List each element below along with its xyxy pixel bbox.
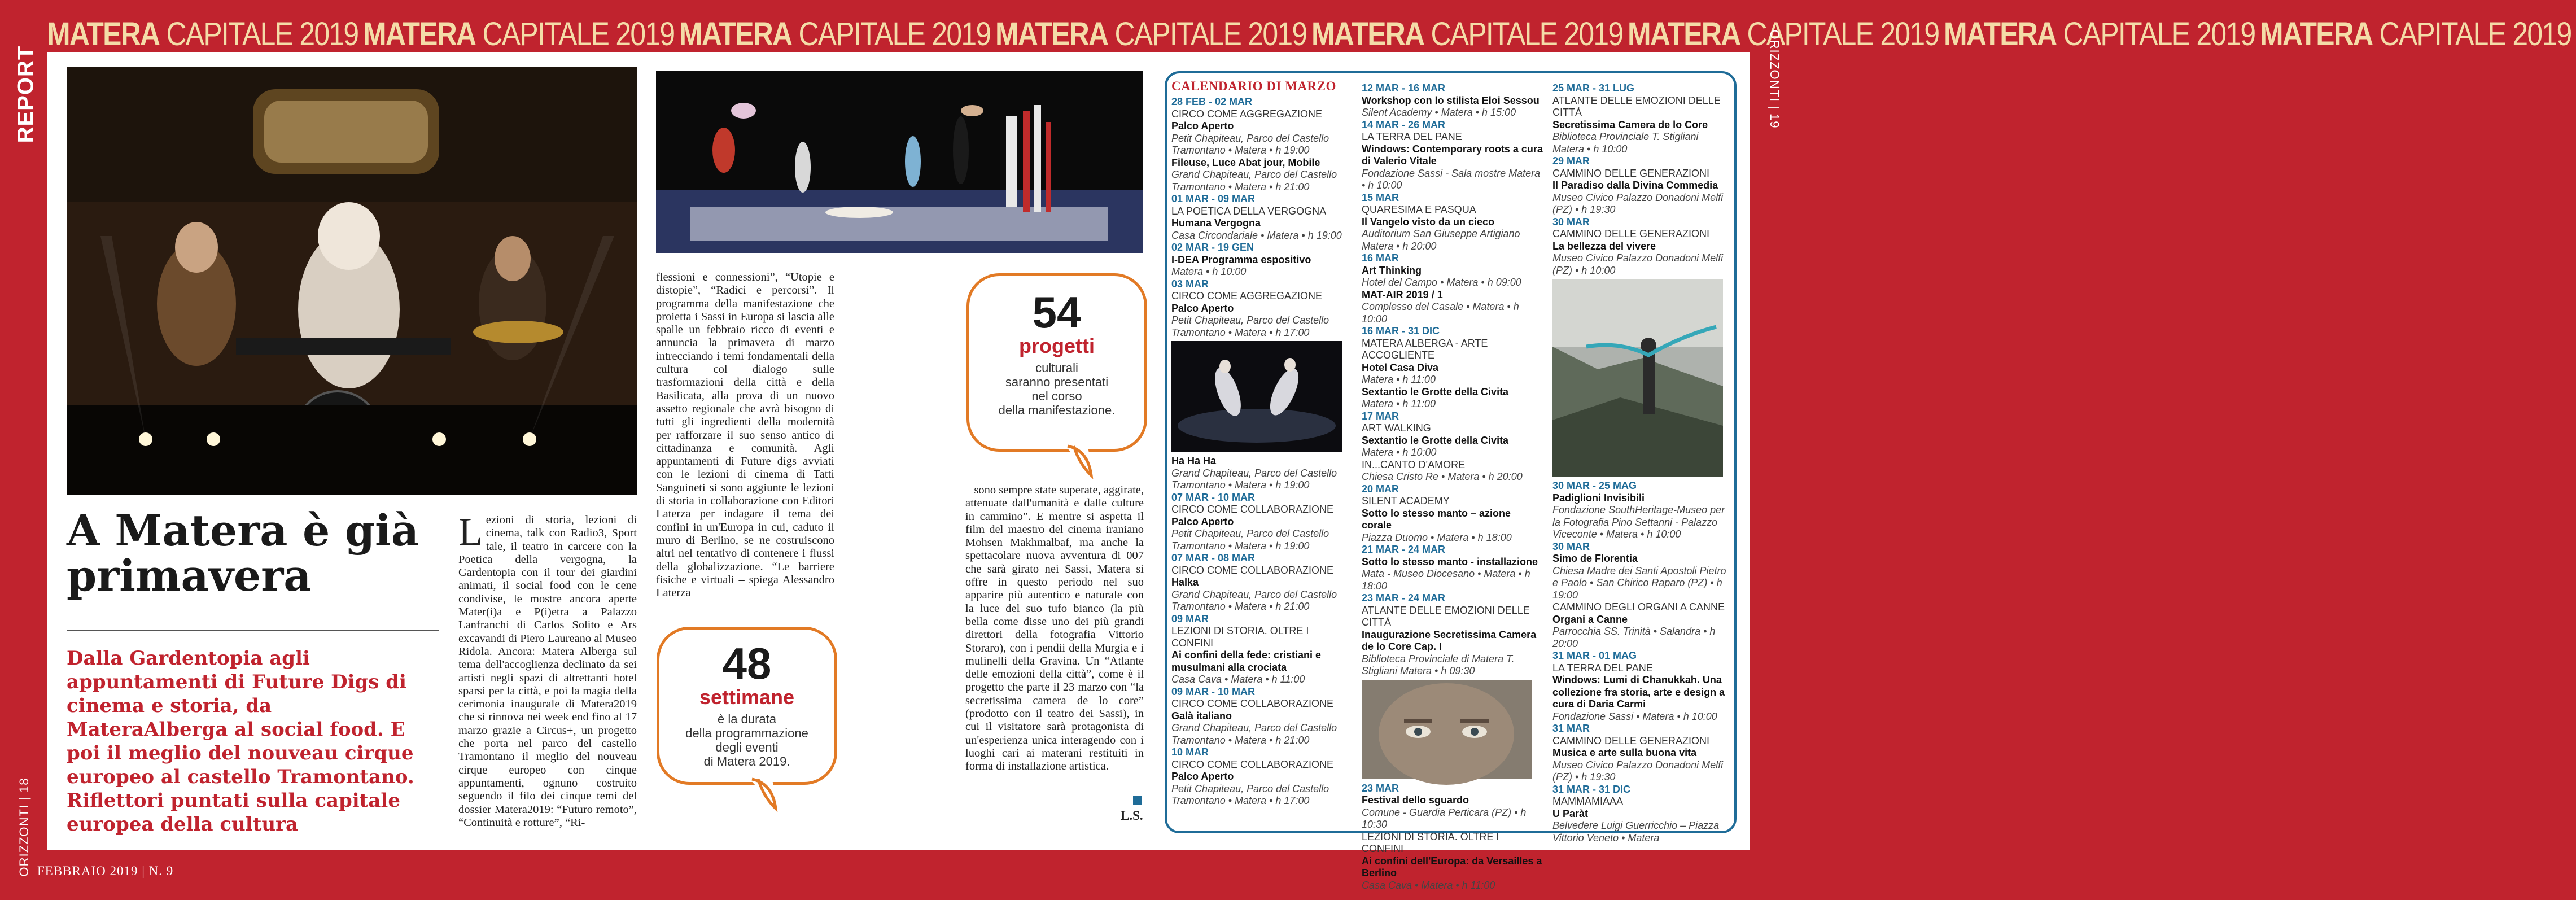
event-date: 20 MAR xyxy=(1362,483,1399,495)
desc-line: degli eventi xyxy=(715,740,779,754)
event-place: Matera • h 11:00 xyxy=(1362,398,1436,409)
event-title: Fileuse, Luce Abat jour, Mobile xyxy=(1171,156,1320,168)
calendar-event xyxy=(1552,650,1727,723)
event-place: Casa Cava • Matera • h 11:00 xyxy=(1171,674,1305,685)
calendar-event xyxy=(1362,483,1543,544)
banner-text: CAPITALE 2019 xyxy=(1114,16,1307,53)
event-place: Petit Chapiteau, Parco del Castello Tramontano • Matera • h 17:00 xyxy=(1171,314,1329,338)
right-folio-text: ORIZZONTI | 19 xyxy=(1768,29,1782,129)
event-category: LEZIONI DI STORIA. OLTRE I CONFINI xyxy=(1362,831,1499,854)
event-category: CIRCO COME COLLABORAZIONE xyxy=(1171,758,1334,770)
event-place: Silent Academy • Matera • h 15:00 xyxy=(1362,107,1516,118)
drop-cap: L xyxy=(458,510,483,554)
banner-bold-text: MATERA xyxy=(363,16,476,53)
event-category: LA TERRA DEL PANE xyxy=(1362,131,1462,142)
calendar-event xyxy=(1362,544,1543,592)
desc-line: nel corso xyxy=(1031,389,1082,403)
event-place: Grand Chapiteau, Parco del Castello Tramontano • Matera • h 21:00 xyxy=(1171,588,1337,612)
event-place: Fondazione Sassi - Sala mostre Matera • h 10:00 xyxy=(1362,167,1541,191)
calendar-event xyxy=(1171,746,1352,807)
event-place: Auditorium San Giuseppe Artigiano Matera • h 20:00 xyxy=(1362,228,1520,252)
event-date: 30 MAR xyxy=(1552,540,1590,552)
event-title: I-DEA Programma espositivo xyxy=(1171,254,1311,265)
calendar-event xyxy=(1552,480,1727,541)
left-folio-text: ORIZZONTI | 18 xyxy=(17,777,31,877)
banner-bold-text: MATERA xyxy=(679,16,792,53)
event-category: CAMMINO DEGLI ORGANI A CANNE xyxy=(1552,601,1725,613)
event-date: 23 MAR xyxy=(1362,782,1399,794)
event-place: Chiesa Cristo Re • Matera • h 20:00 xyxy=(1362,471,1523,482)
event-title: Hotel Casa Diva xyxy=(1362,361,1439,373)
event-date: 31 MAR - 31 DIC xyxy=(1552,783,1631,795)
calendar-column-1 xyxy=(1171,78,1352,807)
banner-bold-text: MATERA xyxy=(1944,16,2057,53)
calendar-event xyxy=(1171,157,1352,194)
event-date: 12 MAR - 16 MAR xyxy=(1362,82,1446,94)
event-place: Casa Cava • Matera • h 11:00 xyxy=(1362,879,1495,891)
header-banner xyxy=(47,16,2571,53)
calendar-event xyxy=(1171,613,1352,686)
event-date: 09 MAR - 10 MAR xyxy=(1171,685,1256,697)
event-category: CIRCO COME COLLABORAZIONE xyxy=(1171,698,1334,709)
banner-bold-text: MATERA xyxy=(995,16,1108,53)
left-folio xyxy=(10,777,38,877)
band-stage-photo xyxy=(67,67,637,495)
article-column-3 xyxy=(965,484,1144,774)
event-category: CIRCO COME COLLABORAZIONE xyxy=(1171,504,1334,515)
calendar-event xyxy=(1362,410,1543,459)
event-date: 14 MAR - 26 MAR xyxy=(1362,119,1446,130)
event-title: Ai confini dell'Europa: da Versailles a Berlino xyxy=(1362,855,1542,879)
event-title: Inaugurazione Secretissima Camera de lo Core Cap. I xyxy=(1362,628,1537,652)
event-title: Palco Aperto xyxy=(1171,302,1234,314)
event-date: 25 MAR - 31 LUG xyxy=(1552,82,1635,94)
calendar-dancers-photo xyxy=(1171,341,1342,452)
calendar-event xyxy=(1362,82,1543,119)
event-category: ATLANTE DELLE EMOZIONI DELLE CITTÀ xyxy=(1552,94,1721,118)
event-date: 01 MAR - 09 MAR xyxy=(1171,193,1256,204)
calendar-events xyxy=(1362,82,1543,678)
calendar-event xyxy=(1362,252,1543,289)
event-title: Humana Vergogna xyxy=(1171,217,1261,229)
banner-bold-text: MATERA xyxy=(2260,16,2373,53)
event-date: 02 MAR - 19 GEN xyxy=(1171,242,1254,253)
event-date: 07 MAR - 10 MAR xyxy=(1171,491,1256,503)
event-title: Organi a Canne xyxy=(1552,613,1628,625)
calendar-event xyxy=(1552,601,1727,650)
calendar-event xyxy=(1552,723,1727,784)
banner-text: CAPITALE 2019 xyxy=(1431,16,1623,53)
stat-weeks-number: 48 xyxy=(722,639,772,688)
banner-text: CAPITALE 2019 xyxy=(1747,16,1939,53)
event-date: 23 MAR - 24 MAR xyxy=(1362,592,1446,604)
event-title: La bellezza del vivere xyxy=(1552,240,1656,252)
right-folio xyxy=(1760,31,1788,127)
event-title: Simo de Florentia xyxy=(1552,553,1638,564)
event-title: Galà italiano xyxy=(1171,710,1232,722)
calendar-event xyxy=(1362,459,1543,483)
event-category: SILENT ACADEMY xyxy=(1362,495,1450,506)
banner-bold-text: MATERA xyxy=(47,16,160,53)
article-title: A Matera è già primavera xyxy=(67,505,419,601)
event-date: 21 MAR - 24 MAR xyxy=(1362,544,1446,555)
column-3-text: – sono sempre state superate, aggirate, attenuate dall'umanità e dalle culture in cammino”. E mentre si aspetta il film del maestro del cinema iraniano Mohsen Makhmalbaf, ma anche la spettacolare nuova avventura di 007 che sarà girato nei Sassi, Matera si offre in questo periodo nel suo apparire più autentico e naturale con la luce del suo tufo bianco (la più bella come disse uno dei più grandi direttori della fotografia Vittorio Storaro), con i pendii della Murgia e i mulinelli della Gravina. Un “Atlante delle emozioni della città”, come è il progetto che parte il 23 marzo con “la secretissima camera de lo core” (prodotto con il teatro dei Sassi), in cui il visitatore sarà protagonista di un'esperienza unica interagendo con i luoghi cari ai materani restituiti in forma di installazione artistica. xyxy=(965,484,1144,773)
calendar-event xyxy=(1552,784,1727,845)
calendar-event xyxy=(1362,831,1543,892)
event-title: Palco Aperto xyxy=(1171,120,1234,132)
event-category: QUARESIMA E PASQUA xyxy=(1362,204,1476,215)
event-category: ART WALKING xyxy=(1362,422,1431,434)
calendar-event xyxy=(1171,278,1352,339)
event-place: Grand Chapiteau, Parco del Castello Tramontano • Matera • h 21:00 xyxy=(1171,722,1337,746)
calendar-events xyxy=(1552,480,1727,844)
circus-performers-photo xyxy=(656,71,1143,253)
event-place: Piazza Duomo • Matera • h 18:00 xyxy=(1362,531,1512,543)
event-category: ATLANTE DELLE EMOZIONI DELLE CITTÀ xyxy=(1362,604,1530,628)
banner-text: CAPITALE 2019 xyxy=(798,16,991,53)
calendar-events xyxy=(1552,82,1727,277)
event-category: CIRCO COME AGGREGAZIONE xyxy=(1171,290,1323,302)
event-place: Matera • h 10:00 xyxy=(1171,266,1247,277)
event-date: 10 MAR xyxy=(1171,746,1209,758)
calendar-event xyxy=(1362,289,1543,326)
event-title: Sextantio le Grotte della Civita xyxy=(1362,386,1509,397)
calendar-event xyxy=(1171,686,1352,747)
event-date: 31 MAR xyxy=(1552,723,1590,734)
desc-line: della programmazione xyxy=(685,726,808,740)
event-title: Workshop con lo stilista Eloi Sessou xyxy=(1362,94,1540,106)
event-place: Petit Chapiteau, Parco del Castello Tramontano • Matera • h 17:00 xyxy=(1171,783,1329,806)
event-category: CAMMINO DELLE GENERAZIONI xyxy=(1552,228,1710,239)
bubble-tail xyxy=(1065,444,1105,478)
event-date: 16 MAR - 31 DIC xyxy=(1362,325,1440,337)
event-place: Petit Chapiteau, Parco del Castello Tramontano • Matera • h 19:00 xyxy=(1171,528,1329,552)
event-place: Grand Chapiteau, Parco del Castello Tramontano • Matera • h 21:00 xyxy=(1171,169,1337,193)
calendar-event xyxy=(1171,552,1352,613)
event-date: 16 MAR xyxy=(1362,252,1399,264)
event-place: Mata - Museo Diocesano • Matera • h 18:00 xyxy=(1362,568,1530,592)
calendar-event xyxy=(1171,96,1352,157)
calendar-event xyxy=(1552,82,1727,155)
event-date: 15 MAR xyxy=(1362,191,1399,203)
desc-line: è la durata xyxy=(718,712,776,726)
event-place: Museo Civico Palazzo Donadoni Melfi (PZ) • h 19:30 xyxy=(1552,759,1724,783)
event-title: Ai confini della fede: cristiani e musulmani alla crociata xyxy=(1171,649,1322,673)
calendar-event xyxy=(1171,193,1352,242)
event-title: Ha Ha Ha xyxy=(1171,455,1217,466)
event-title: Windows: Lumi di Chanukkah. Una collezione fra storia, arte e design a cura di Daria Carmi xyxy=(1552,674,1725,710)
author-initials: L.S. xyxy=(1121,809,1143,823)
event-date: 31 MAR - 01 MAG xyxy=(1552,650,1637,661)
event-date: 30 MAR - 25 MAG xyxy=(1552,480,1637,491)
banner-text: CAPITALE 2019 xyxy=(2063,16,2255,53)
event-category: MATERA ALBERGA - ARTE ACCOGLIENTE xyxy=(1362,337,1488,361)
calendar-event xyxy=(1362,386,1543,410)
event-title: Windows: Contemporary roots a cura di Valerio Vitale xyxy=(1362,143,1543,167)
event-category: IN...CANTO D'AMORE xyxy=(1362,458,1466,470)
banner-text: CAPITALE 2019 xyxy=(482,16,675,53)
event-category: CAMMINO DELLE GENERAZIONI xyxy=(1552,167,1710,179)
calendar-column-3 xyxy=(1552,82,1727,844)
event-place: Matera • h 11:00 xyxy=(1362,374,1436,385)
event-title: Sotto lo stesso manto – azione corale xyxy=(1362,507,1511,531)
desc-line: culturali xyxy=(1035,361,1078,375)
event-category: CAMMINO DELLE GENERAZIONI xyxy=(1552,735,1710,746)
article-subtitle: Dalla Gardentopia agli appuntamenti di Future Digs di cinema e storia, da MateraAlberga al social food. E poi il meglio del nouveau cirque europeo al castello Tramontano. Riflettori puntati sulla capitale europea della cultura xyxy=(67,647,414,836)
event-place: Petit Chapiteau, Parco del Castello Tramontano • Matera • h 19:00 xyxy=(1171,132,1329,156)
event-title: U Paràt xyxy=(1552,807,1589,819)
calendar-portrait-photo xyxy=(1362,680,1532,779)
article-column-1 xyxy=(458,510,637,829)
column-2-text: flessioni e connessioni”, “Utopie e distopie”, “Radici e percorsi”. Il programma della manifestazione che proietta i Sassi in Europa si lascia alle spalle un febbraio ricco di eventi e annuncia la primavera di marzo intrecciando i temi fondamentali della cultura col dialogo sulle trasformazioni della città e della Basilicata, alla prova di un nuovo assetto regionale che avrà bisogno di tutti gli ingredienti della modernità per rafforzare il suo senso antico di cittadinanza e comunità. Agli appuntamenti di Future digs avviati con le lezioni di cinema di Tatti Sanguineti si sono aggiunte le lezioni di storia in collaborazione con Editori Laterza per indagare il tema dei confini in un'Europa in cui, caduto il muro di Berlino, se ne costruiscono altri nel tentativo di contenere i flussi della globalizzazione. “Le barriere fisiche e virtuali – spiega Alessandro Laterza xyxy=(656,271,834,600)
event-title: Il Vangelo visto da un cieco xyxy=(1362,216,1495,228)
event-place: Hotel del Campo • Matera • h 09:00 xyxy=(1362,277,1521,288)
banner-bold-text: MATERA xyxy=(1311,16,1424,53)
banner-text: CAPITALE 2019 xyxy=(2379,16,2571,53)
calendar-event xyxy=(1362,592,1543,678)
event-category: CIRCO COME COLLABORAZIONE xyxy=(1171,564,1334,576)
event-category: LA TERRA DEL PANE xyxy=(1552,662,1653,674)
event-place: Fondazione Sassi • Matera • h 10:00 xyxy=(1552,710,1717,722)
calendar-event xyxy=(1362,192,1543,253)
stat-weeks-desc xyxy=(659,712,834,768)
event-place: Belvedere Luigi Guerricchio – Piazza Vittorio Veneto • Matera xyxy=(1552,820,1720,844)
event-place: Grand Chapiteau, Parco del Castello Tramontano • Matera • h 19:00 xyxy=(1171,467,1337,491)
event-title: Art Thinking xyxy=(1362,264,1422,276)
calendar-event xyxy=(1171,242,1352,278)
event-date: 07 MAR - 08 MAR xyxy=(1171,552,1256,563)
event-title: Sextantio le Grotte della Civita xyxy=(1362,434,1509,446)
calendar-event xyxy=(1362,119,1543,192)
event-category: CIRCO COME AGGREGAZIONE xyxy=(1171,108,1323,120)
calendar-events xyxy=(1171,96,1352,339)
stat-bubble-weeks xyxy=(657,627,837,785)
event-place: Museo Civico Palazzo Donadoni Melfi (PZ) • h 10:00 xyxy=(1552,252,1724,276)
calendar-event xyxy=(1171,455,1352,492)
event-place: Casa Circondariale • Matera • h 19:00 xyxy=(1171,229,1342,241)
section-label-text: REPORT xyxy=(13,45,38,143)
desc-line: saranno presentati xyxy=(1005,375,1109,389)
calendar-event xyxy=(1362,325,1543,386)
event-place: Complesso del Casale • Matera • h 10:00 xyxy=(1362,301,1519,325)
event-title: Palco Aperto xyxy=(1171,515,1234,527)
banner-text: CAPITALE 2019 xyxy=(166,16,358,53)
stat-weeks-word: settimane xyxy=(699,685,795,709)
event-date: 28 FEB - 02 MAR xyxy=(1171,96,1253,107)
event-title: Musica e arte sulla buona vita xyxy=(1552,747,1697,758)
event-date: 03 MAR xyxy=(1171,278,1209,290)
event-date: 30 MAR xyxy=(1552,216,1590,228)
calendar-event xyxy=(1552,155,1727,216)
event-place: Biblioteca Provinciale T. Stigliani Matera • h 10:00 xyxy=(1552,131,1699,155)
event-place: Biblioteca Provinciale di Matera T. Stigliani Matera • h 09:30 xyxy=(1362,653,1515,676)
event-place: Chiesa Madre dei Santi Apostoli Pietro e Paolo • San Chirico Raparo (PZ) • h 19:00 xyxy=(1552,565,1726,601)
calendar-event xyxy=(1552,541,1727,602)
issue-footer: FEBBRAIO 2019 | N. 9 xyxy=(37,864,174,878)
stat-bubble-projects xyxy=(966,273,1147,452)
section-label xyxy=(9,45,43,143)
desc-line: di Matera 2019. xyxy=(703,754,790,768)
article-column-2 xyxy=(656,271,834,600)
event-title: Secretissima Camera de lo Core xyxy=(1552,119,1708,130)
calendar-events xyxy=(1171,455,1352,807)
stat-projects-desc xyxy=(969,361,1144,417)
event-place: Comune - Guardia Perticara (PZ) • h 10:30 xyxy=(1362,806,1527,830)
event-place: Matera • h 10:00 xyxy=(1362,447,1437,458)
event-place: Museo Civico Palazzo Donadoni Melfi (PZ) • h 19:30 xyxy=(1552,191,1724,215)
event-date: 09 MAR xyxy=(1171,613,1209,624)
event-place: Fondazione SouthHeritage-Museo per la Fotografia Pino Settanni - Palazzo Viceconte • Matera • h 10:00 xyxy=(1552,504,1725,540)
title-divider xyxy=(67,630,439,631)
calendar-event xyxy=(1362,783,1543,831)
bubble-tail xyxy=(750,777,789,811)
calendar-event xyxy=(1552,216,1727,277)
calendar-dancer-photo xyxy=(1552,279,1723,477)
event-title: Festival dello sguardo xyxy=(1362,794,1469,806)
column-1-text: ezioni di storia, lezioni di cinema, talk con Radio3, Sport tale, il teatro in carcere con la Poetica della vergogna, la Gardentopia con il tour dei giardini animati, il social food con le cene condivise, le mostre ancora aperte Mater(i)a e P(i)etra a Palazzo Lanfranchi di Carlos Solito e Ars excavandi di Piero Laureano al Museo Ridola. Ancora: Matera Alberga sul tema dell'accoglienza declinato da sei artisti negli spazi di altrettanti hotel sparsi per la città, e poi la magia della cerimonia inaugurale di Matera2019 che si rinnova nei week end fino al 17 marzo grazie a Circus+, un progetto che porta nel parco del castello Tramontano il meglio del nouveau cirque europeo con cinque appuntamenti, ognuno costruito seguendo il filo dei cinque temi del dossier Matera2019: “Futuro remoto”, “Continuità e rotture”, “Ri- xyxy=(458,514,637,829)
stat-projects-word: progetti xyxy=(1019,334,1095,357)
event-category: MAMMAMIAAA xyxy=(1552,796,1624,807)
event-title: Sotto lo stesso manto - installazione xyxy=(1362,556,1538,567)
event-category: LEZIONI DI STORIA. OLTRE I CONFINI xyxy=(1171,625,1309,649)
calendar-column-2 xyxy=(1362,82,1543,892)
calendar-title: CALENDARIO DI MARZO xyxy=(1171,79,1336,93)
event-title: Padiglioni Invisibili xyxy=(1552,492,1645,504)
event-title: MAT-AIR 2019 / 1 xyxy=(1362,289,1443,300)
end-mark xyxy=(1133,796,1142,805)
event-title: Il Paradiso dalla Divina Commedia xyxy=(1552,180,1718,191)
stat-projects-number: 54 xyxy=(1032,287,1082,337)
event-place: Parrocchia SS. Trinità • Salandra • h 20:00 xyxy=(1552,626,1716,649)
event-category: LA POETICA DELLA VERGOGNA xyxy=(1171,205,1327,217)
event-title: Halka xyxy=(1171,576,1199,588)
event-date: 29 MAR xyxy=(1552,155,1590,167)
banner-bold-text: MATERA xyxy=(1628,16,1740,53)
calendar-events xyxy=(1362,783,1543,892)
event-date: 17 MAR xyxy=(1362,410,1399,422)
event-title: Palco Aperto xyxy=(1171,771,1234,782)
desc-line: della manifestazione. xyxy=(998,403,1116,417)
calendar-event xyxy=(1171,492,1352,553)
